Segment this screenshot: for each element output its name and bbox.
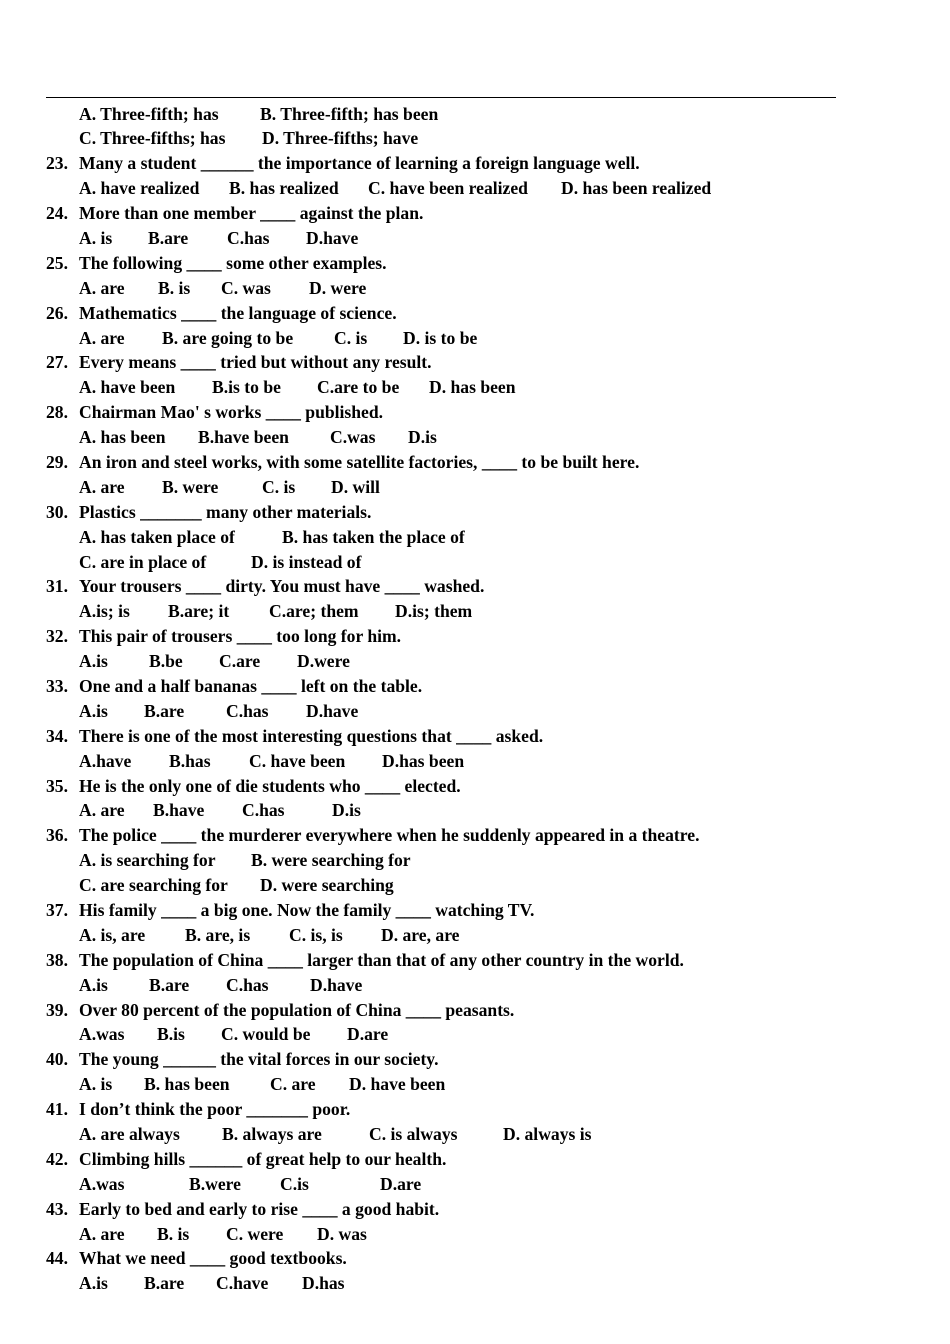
answer-option: C. Three-fifths; has: [79, 128, 226, 149]
answer-options-line: [0, 1172, 950, 1197]
answer-options-line: [0, 649, 950, 674]
answer-option: D.is; them: [395, 601, 473, 622]
answer-option: C.have: [216, 1273, 269, 1294]
answer-options-line: [0, 326, 950, 351]
answer-option: D. are, are: [381, 924, 460, 945]
answer-options-line: [0, 873, 950, 898]
question-stem-line: [0, 774, 950, 799]
answer-options-line: [0, 923, 950, 948]
answer-options-line: [0, 848, 950, 873]
question-stem-line: [0, 674, 950, 699]
answer-option: D. will: [331, 476, 380, 497]
question-stem: The following ____ some other examples.: [79, 252, 387, 273]
question-stem-line: [0, 400, 950, 425]
answer-option: C.are to be: [317, 377, 400, 398]
answer-option: C.was: [330, 427, 376, 448]
question-stem-line: [0, 350, 950, 375]
question-number: 44.: [46, 1248, 68, 1269]
answer-options-line: [0, 550, 950, 575]
question-stem-line: [0, 998, 950, 1023]
answer-options-line: [0, 798, 950, 823]
answer-option: A. is, are: [79, 924, 146, 945]
answer-option: B. has taken the place of: [282, 526, 465, 547]
question-number: 23.: [46, 153, 68, 174]
answer-options-line: [0, 102, 950, 127]
question-number: 36.: [46, 825, 68, 846]
answer-option: A. are: [79, 800, 125, 821]
question-number: 24.: [46, 203, 68, 224]
answer-option: B.have: [153, 800, 205, 821]
question-stem: Every means ____ tried but without any result.: [79, 352, 432, 373]
question-stem: An iron and steel works, with some satellite factories, ____ to be built here.: [79, 451, 640, 472]
answer-option: B.are: [148, 227, 189, 248]
answer-option: C. was: [221, 277, 271, 298]
question-stem-line: [0, 948, 950, 973]
answer-option: D.has: [302, 1273, 345, 1294]
answer-option: D.are: [380, 1173, 422, 1194]
question-stem: Many a student ______ the importance of learning a foreign language well.: [79, 153, 640, 174]
question-stem-line: [0, 574, 950, 599]
answer-option: B. are going to be: [162, 327, 294, 348]
answer-option: A.is: [79, 1273, 108, 1294]
question-stem-line: [0, 151, 950, 176]
answer-option: C. is always: [369, 1124, 458, 1145]
answer-option: B.has: [169, 750, 211, 771]
answer-option: D. has been realized: [561, 178, 712, 199]
answer-options-line: [0, 176, 950, 201]
answer-option: A. Three-fifth; has: [79, 103, 219, 124]
question-number: 28.: [46, 402, 68, 423]
question-stem-line: [0, 450, 950, 475]
answer-option: C.has: [242, 800, 285, 821]
answer-option: C.has: [226, 700, 269, 721]
answer-option: D. have been: [349, 1074, 446, 1095]
answer-option: B. always are: [222, 1124, 322, 1145]
answer-options-line: [0, 226, 950, 251]
answer-option: A. have realized: [79, 178, 200, 199]
answer-options-line: [0, 699, 950, 724]
answer-option: D.have: [306, 700, 359, 721]
answer-option: D. has been: [429, 377, 516, 398]
answer-option: D.has been: [382, 750, 465, 771]
answer-option: D. was: [317, 1223, 367, 1244]
answer-option: B. were: [162, 476, 219, 497]
answer-options-line: [0, 1022, 950, 1047]
answer-option: B.are: [144, 1273, 185, 1294]
question-stem-line: [0, 1147, 950, 1172]
question-stem: I don’t think the poor _______ poor.: [79, 1099, 351, 1120]
answer-option: A. are: [79, 1223, 125, 1244]
question-number: 39.: [46, 999, 68, 1020]
answer-option: C.is: [280, 1173, 309, 1194]
question-stem: There is one of the most interesting questions that ____ asked.: [79, 725, 544, 746]
question-number: 26.: [46, 302, 68, 323]
answer-option: A. are: [79, 327, 125, 348]
answer-option: D.is: [332, 800, 361, 821]
answer-option: A.was: [79, 1024, 125, 1045]
answer-option: C. would be: [221, 1024, 311, 1045]
answer-option: A.is; is: [79, 601, 130, 622]
answer-option: C. were: [226, 1223, 284, 1244]
question-stem: His family ____ a big one. Now the family ____ watching TV.: [79, 900, 535, 920]
answer-option: D. always is: [503, 1124, 592, 1145]
answer-options-line: [0, 276, 950, 301]
answer-option: A. has been: [79, 427, 166, 448]
question-stem: What we need ____ good textbooks.: [79, 1248, 347, 1269]
answer-options-line: [0, 599, 950, 624]
question-stem: Plastics _______ many other materials.: [79, 501, 372, 522]
question-stem-line: [0, 251, 950, 276]
answer-options-line: [0, 973, 950, 998]
question-stem: This pair of trousers ____ too long for him.: [79, 626, 402, 647]
question-stem: Your trousers ____ dirty. You must have ____ washed.: [79, 576, 485, 597]
question-number: 27.: [46, 352, 68, 373]
answer-options-line: [0, 1222, 950, 1247]
question-number: 42.: [46, 1148, 68, 1169]
question-stem: Early to bed and early to rise ____ a good habit.: [79, 1198, 440, 1219]
answer-option: C. are: [270, 1074, 316, 1095]
answer-options-line: [0, 126, 950, 151]
question-number: 32.: [46, 626, 68, 647]
answer-option: D.have: [310, 974, 363, 995]
answer-option: C.has: [226, 974, 269, 995]
question-number: 35.: [46, 775, 68, 796]
question-stem-line: [0, 1197, 950, 1222]
answer-option: B. has realized: [229, 178, 339, 199]
question-number: 30.: [46, 501, 68, 522]
question-stem-line: [0, 500, 950, 525]
answer-options-line: [0, 475, 950, 500]
question-number: 40.: [46, 1049, 68, 1070]
answer-option: A. is: [79, 227, 113, 248]
answer-option: B. were searching for: [251, 850, 411, 871]
header-rule: [46, 97, 836, 98]
answer-option: D. is instead of: [251, 551, 362, 572]
answer-option: A. has taken place of: [79, 526, 235, 547]
answer-option: B.were: [189, 1173, 241, 1194]
answer-option: C. is, is: [289, 924, 343, 945]
answer-option: A.is: [79, 974, 108, 995]
question-stem: Over 80 percent of the population of China ____ peasants.: [79, 999, 515, 1020]
answer-option: B. is: [157, 1223, 190, 1244]
answer-option: D. were searching: [260, 875, 394, 896]
question-number: 37.: [46, 900, 68, 920]
question-stem: More than one member ____ against the plan.: [79, 203, 424, 224]
answer-option: B.are: [149, 974, 190, 995]
answer-option: D.are: [347, 1024, 389, 1045]
answer-option: C. have been: [249, 750, 346, 771]
question-stem: The young ______ the vital forces in our society.: [79, 1049, 439, 1070]
answer-option: A.is: [79, 651, 108, 672]
answer-option: C. are searching for: [79, 875, 228, 896]
question-number: 25.: [46, 252, 68, 273]
answer-option: B. are, is: [185, 924, 251, 945]
question-stem-line: [0, 724, 950, 749]
answer-option: B.are; it: [168, 601, 230, 622]
question-number: 31.: [46, 576, 68, 597]
answer-option: B.be: [149, 651, 183, 672]
question-number: 38.: [46, 949, 68, 970]
question-stem-line: [0, 1097, 950, 1122]
answer-option: A. have been: [79, 377, 176, 398]
answer-option: A. is: [79, 1074, 113, 1095]
question-number: 41.: [46, 1099, 68, 1120]
question-stem-line: [0, 1246, 950, 1271]
question-stem: Climbing hills ______ of great help to our health.: [79, 1148, 447, 1169]
answer-option: B. is: [158, 277, 191, 298]
answer-options-line: [0, 749, 950, 774]
answer-options-line: [0, 1122, 950, 1147]
answer-options-line: [0, 375, 950, 400]
answer-options-line: [0, 425, 950, 450]
answer-option: D. Three-fifths; have: [262, 128, 419, 149]
answer-option: A. are: [79, 277, 125, 298]
question-number: 29.: [46, 451, 68, 472]
question-list: [0, 102, 950, 1297]
answer-option: B. has been: [144, 1074, 230, 1095]
question-stem-line: [0, 301, 950, 326]
question-stem-line: [0, 1047, 950, 1072]
question-stem: The population of China ____ larger than that of any other country in the world.: [79, 949, 684, 970]
answer-option: C. is: [262, 476, 296, 497]
answer-option: C. is: [334, 327, 368, 348]
answer-option: D.were: [297, 651, 350, 672]
answer-options-line: [0, 1271, 950, 1296]
answer-option: B. Three-fifth; has been: [260, 103, 439, 124]
question-stem: He is the only one of die students who ____ elected.: [79, 775, 461, 796]
answer-option: A.is: [79, 700, 108, 721]
question-stem: Chairman Mao' s works ____ published.: [79, 402, 384, 423]
answer-option: D.have: [306, 227, 359, 248]
question-number: 33.: [46, 675, 68, 696]
answer-option: A. are: [79, 476, 125, 497]
answer-options-line: [0, 525, 950, 550]
answer-option: C.are: [219, 651, 261, 672]
answer-option: A. are always: [79, 1124, 180, 1145]
question-stem-line: [0, 201, 950, 226]
answer-option: B.is to be: [212, 377, 281, 398]
answer-option: B.is: [157, 1024, 185, 1045]
question-stem: Mathematics ____ the language of science.: [79, 302, 397, 323]
answer-option: D. is to be: [403, 327, 478, 348]
answer-option: C.are; them: [269, 601, 359, 622]
answer-option: C. are in place of: [79, 551, 207, 572]
answer-option: A.was: [79, 1173, 125, 1194]
answer-option: A.have: [79, 750, 132, 771]
answer-option: A. is searching for: [79, 850, 216, 871]
answer-options-line: [0, 1072, 950, 1097]
answer-option: D.is: [408, 427, 437, 448]
answer-option: C. have been realized: [368, 178, 528, 199]
question-number: 34.: [46, 725, 68, 746]
answer-option: C.has: [227, 227, 270, 248]
answer-option: B.are: [144, 700, 185, 721]
answer-option: B.have been: [198, 427, 289, 448]
question-stem: The police ____ the murderer everywhere when he suddenly appeared in a theatre.: [79, 825, 700, 846]
question-stem: One and a half bananas ____ left on the table.: [79, 675, 423, 696]
answer-option: D. were: [309, 277, 367, 298]
question-stem-line: [0, 823, 950, 848]
question-number: 43.: [46, 1198, 68, 1219]
question-stem-line: [0, 898, 950, 923]
question-stem-line: [0, 624, 950, 649]
